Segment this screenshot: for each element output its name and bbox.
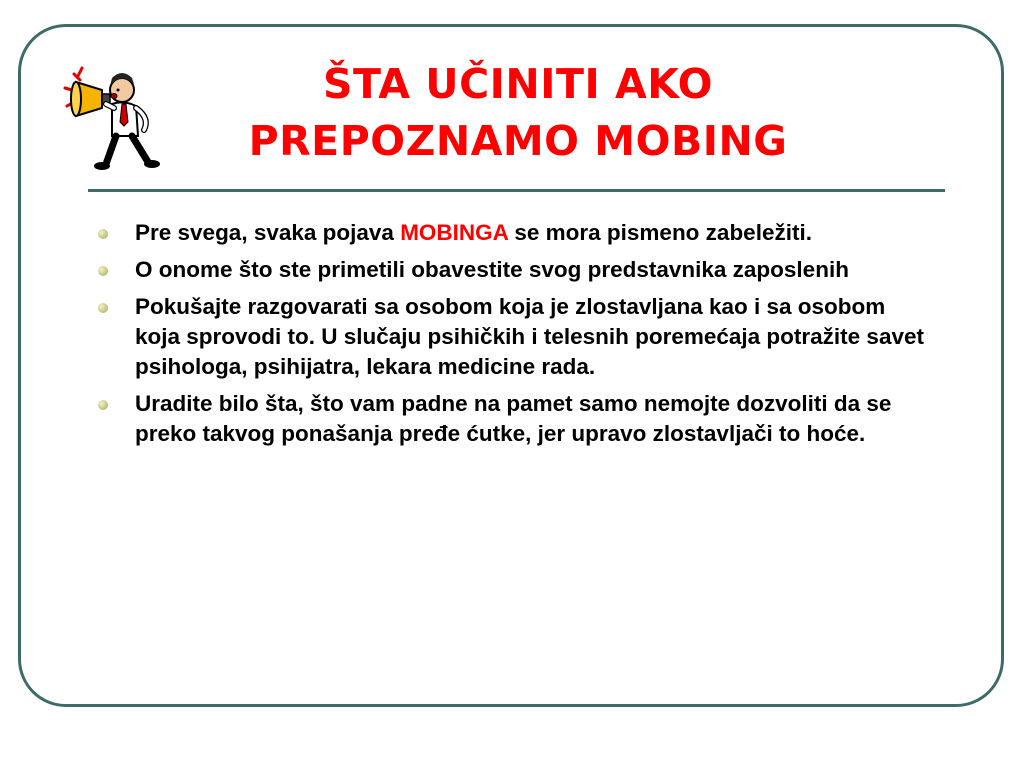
bullet-1-text-after: se mora pismeno zabeležiti. xyxy=(508,220,812,245)
bullet-1-text-before: Pre svega, svaka pojava xyxy=(135,220,401,245)
title-line-1: ŠTA UČINITI AKO xyxy=(322,60,714,108)
slide-title xyxy=(178,56,858,170)
bullet-1-highlight: MOBINGA xyxy=(400,220,509,245)
bullet-4-text: Uradite bilo šta, što vam padne na pamet samo nemojte dozvoliti da se preko takvog ponašanja pređe ćutke, jer upravo zlostavljači to hoće. xyxy=(135,391,892,446)
bullet-icon xyxy=(98,400,108,410)
title-divider xyxy=(88,189,945,192)
title-line-2: PREPOZNAMO MOBING xyxy=(248,117,788,165)
bullet-3-text: Pokušajte razgovarati sa osobom koja je zlostavljana kao i sa osobom koja sprovodi to. U slučaju psihičkih i telesnih poremećaja potražite savet psihologa, psihijatra, lekara medicine rada. xyxy=(135,294,924,379)
bullet-item-4 xyxy=(96,389,936,449)
bullet-item-3 xyxy=(96,292,936,382)
bullet-icon xyxy=(98,303,108,313)
bullet-icon xyxy=(98,229,108,239)
bullet-item-1 xyxy=(96,218,936,248)
bullet-2-text: O onome što ste primetili obavestite svog predstavnika zaposlenih xyxy=(135,257,849,282)
bullet-item-2 xyxy=(96,255,936,285)
bullet-icon xyxy=(98,266,108,276)
man-with-megaphone-icon xyxy=(62,64,174,176)
bullet-list xyxy=(96,218,936,456)
